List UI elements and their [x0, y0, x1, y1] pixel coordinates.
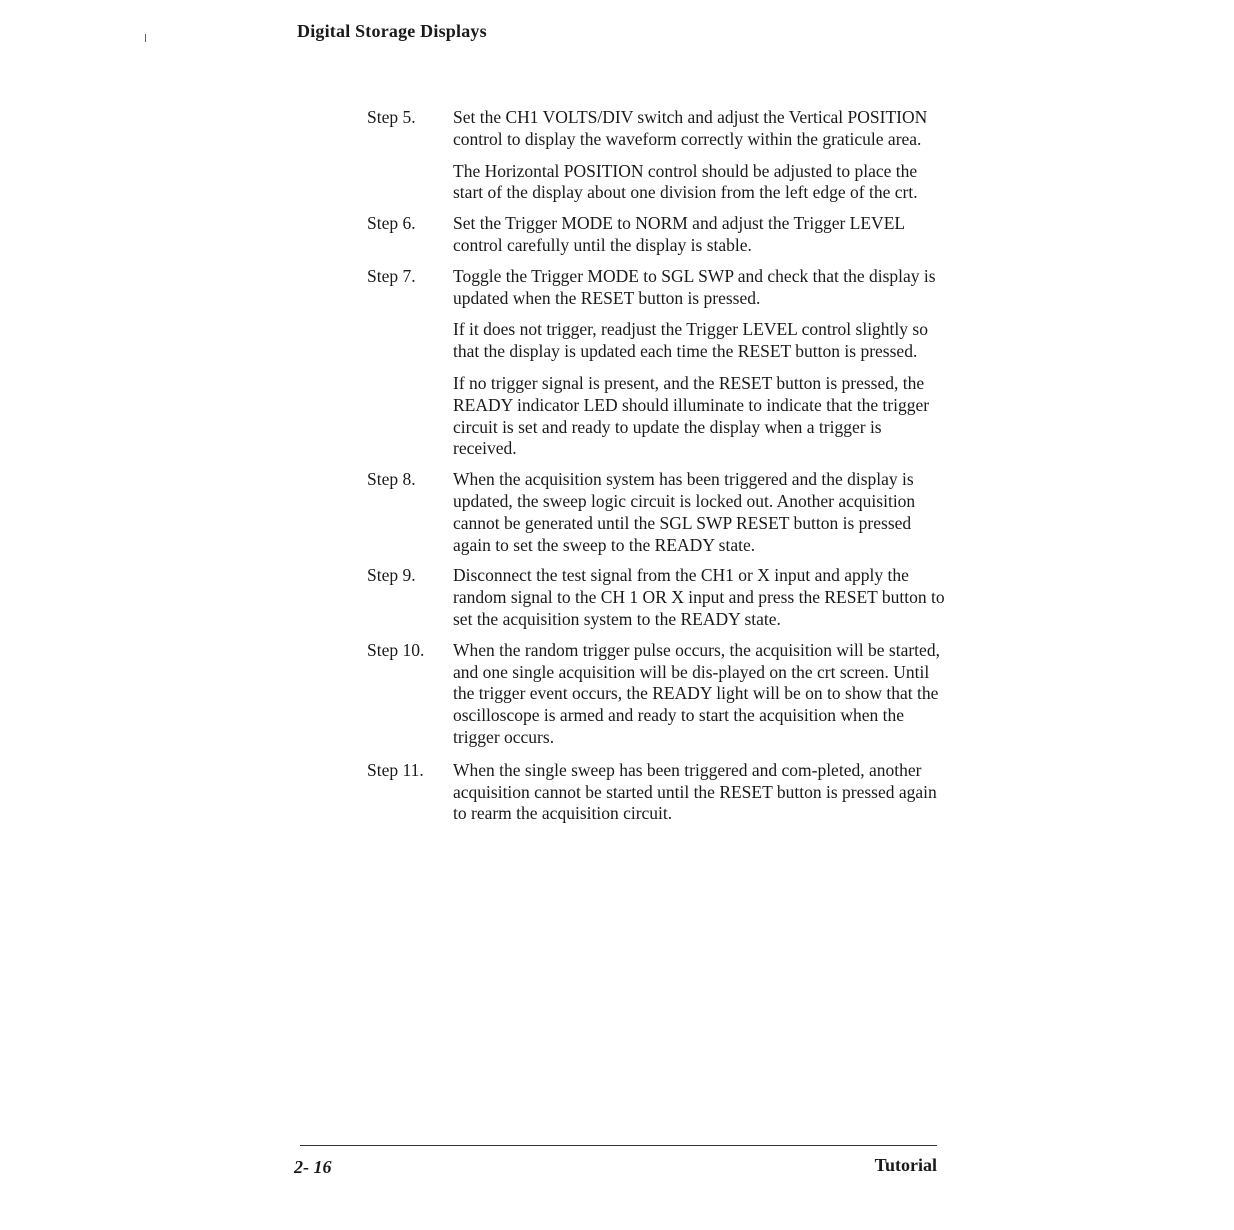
- procedure-steps: [367, 107, 947, 834]
- footer-section-name: Tutorial: [874, 1155, 937, 1175]
- step-label: Step 9.: [367, 565, 416, 586]
- step-body: [453, 565, 947, 630]
- step-body: [453, 640, 947, 749]
- step-paragraph: Toggle the Trigger MODE to SGL SWP and check that the display is updated when the RESET button is pressed.: [453, 265, 936, 308]
- step-item: [367, 565, 947, 630]
- step-paragraph: Disconnect the test signal from the CH1 or X input and apply the random signal to the CH 1 OR X input and press the RESET button to set the acquisition system to the READY state.: [453, 565, 945, 629]
- step-paragraph: When the random trigger pulse occurs, the acquisition will be started, and one single acquisition will be dis-played on the crt screen. Until the trigger event occurs, the READY light will be on to show that the oscilloscope is armed and ready to start the acquisition when the trigger occurs.: [453, 639, 940, 747]
- step-label: Step 10.: [367, 639, 425, 660]
- page-number: 2- 16: [294, 1157, 332, 1177]
- step-paragraph: If it does not trigger, readjust the Trigger LEVEL control slightly so that the display is updated each time the RESET button is pressed.: [453, 319, 928, 362]
- step-item: [367, 760, 947, 825]
- footer-divider: [300, 1145, 937, 1146]
- margin-tick-mark: [145, 34, 146, 42]
- step-paragraph: The Horizontal POSITION control should be adjusted to place the start of the display about one division from the left edge of the crt.: [453, 160, 918, 203]
- step-paragraph: When the single sweep has been triggered and com-pleted, another acquisition cannot be started until the RESET button is pressed again to rearm the acquisition circuit.: [453, 759, 937, 824]
- step-item: [367, 213, 947, 257]
- section-header: Digital Storage Displays: [297, 21, 487, 41]
- step-item: [367, 107, 947, 204]
- step-label: Step 11.: [367, 759, 424, 780]
- step-body: [453, 107, 947, 204]
- step-body: [453, 266, 947, 460]
- step-item: [367, 266, 947, 460]
- step-paragraph: Set the Trigger MODE to NORM and adjust the Trigger LEVEL control carefully until the display is stable.: [453, 213, 905, 255]
- step-paragraph: Set the CH1 VOLTS/DIV switch and adjust the Vertical POSITION control to display the waveform correctly within the graticule area.: [453, 107, 928, 149]
- step-paragraph: When the acquisition system has been triggered and the display is updated, the sweep logic circuit is locked out. Another acquisition cannot be generated until the SGL SWP RESET button is pressed again to set the sweep to the READY state.: [453, 469, 916, 555]
- step-label: Step 8.: [367, 469, 416, 490]
- step-body: [453, 760, 947, 825]
- step-label: Step 5.: [367, 107, 416, 127]
- step-item: [367, 469, 947, 556]
- step-paragraph: If no trigger signal is present, and the RESET button is pressed, the READY indicator LED should illuminate to indicate that the trigger circuit is set and ready to update the display when a trigger is received.: [453, 372, 930, 459]
- step-label: Step 7.: [367, 265, 416, 286]
- step-label: Step 6.: [367, 213, 416, 234]
- step-item: [367, 640, 947, 749]
- step-body: [453, 213, 947, 257]
- step-body: [453, 469, 947, 556]
